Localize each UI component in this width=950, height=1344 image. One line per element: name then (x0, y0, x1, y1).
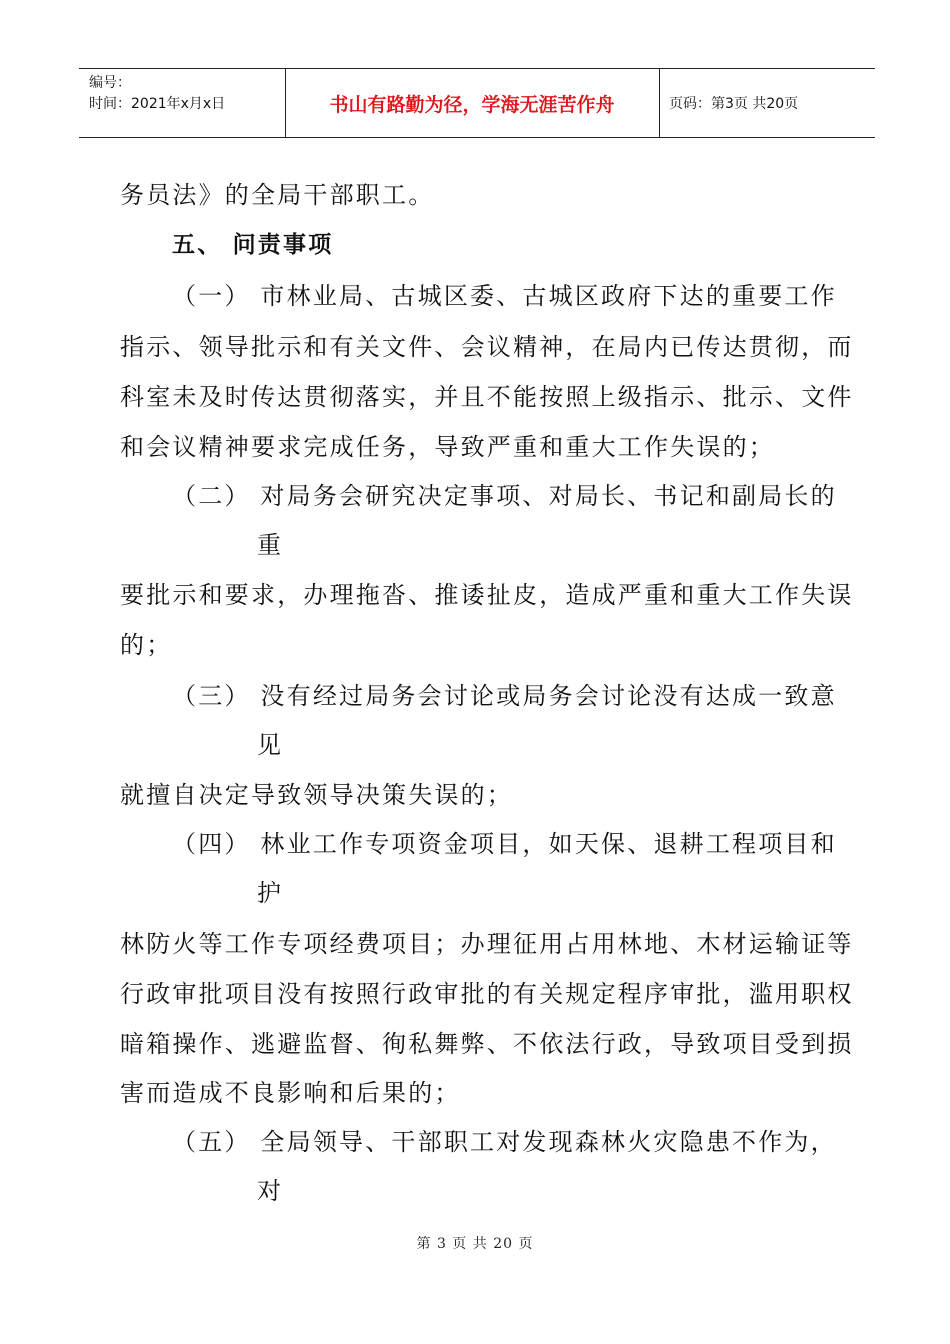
body-text-line: 要批示和要求，办理拖沓、推诿扯皮，造成严重和重大工作失误 (120, 581, 854, 609)
body-text-line: 护 (257, 879, 284, 907)
page-footer: 第 3 页 共 20 页 (416, 1236, 534, 1252)
page-header (79, 68, 875, 138)
body-text-line: 就擅自决定导致领导决策失误的； (120, 781, 513, 809)
body-text-line: 科室未及时传达贯彻落实，并且不能按照上级指示、批示、文件 (120, 383, 854, 411)
body-text-line: 务员法》的全局干部职工。 (120, 181, 435, 209)
body-text-line: 的； (120, 631, 173, 659)
body-text-line: 和会议精神要求完成任务，导致严重和重大工作失误的； (120, 433, 775, 461)
header-divider (659, 69, 660, 137)
list-item-first-line: （一） 市林业局、古城区委、古城区政府下达的重要工作 (172, 282, 837, 310)
body-text-line: 林防火等工作专项经费项目；办理征用占用林地、木材运输证等 (120, 930, 854, 958)
body-text-line: 对 (257, 1177, 284, 1205)
header-motto: 书山有路勤为径，学海无涯苦作舟 (329, 93, 615, 116)
list-item-first-line: （二） 对局务会研究决定事项、对局长、书记和副局长的 (172, 482, 837, 510)
body-text-line: 见 (257, 731, 284, 759)
body-text-line: 重 (257, 531, 284, 559)
body-text-line: 暗箱操作、逃避监督、徇私舞弊、不依法行政，导致项目受到损 (120, 1030, 854, 1058)
list-item-first-line: （三） 没有经过局务会讨论或局务会讨论没有达成一致意 (172, 682, 837, 710)
section-heading: 五、 问责事项 (172, 232, 334, 258)
list-item-first-line: （四） 林业工作专项资金项目，如天保、退耕工程项目和 (172, 830, 837, 858)
list-item-first-line: （五） 全局领导、干部职工对发现森林火灾隐患不作为， (172, 1128, 837, 1156)
header-page-number: 页码：第3页 共20页 (669, 96, 799, 112)
body-text-line: 行政审批项目没有按照行政审批的有关规定程序审批，滥用职权 (120, 980, 854, 1008)
body-text-line: 害而造成不良影响和后果的； (120, 1079, 461, 1107)
header-meta (89, 73, 225, 137)
body-text-line: 指示、领导批示和有关文件、会议精神，在局内已传达贯彻，而 (120, 333, 854, 361)
document-number-label: 编号： (89, 75, 131, 91)
document-time-label: 时间：2021年x月x日 (89, 96, 226, 112)
